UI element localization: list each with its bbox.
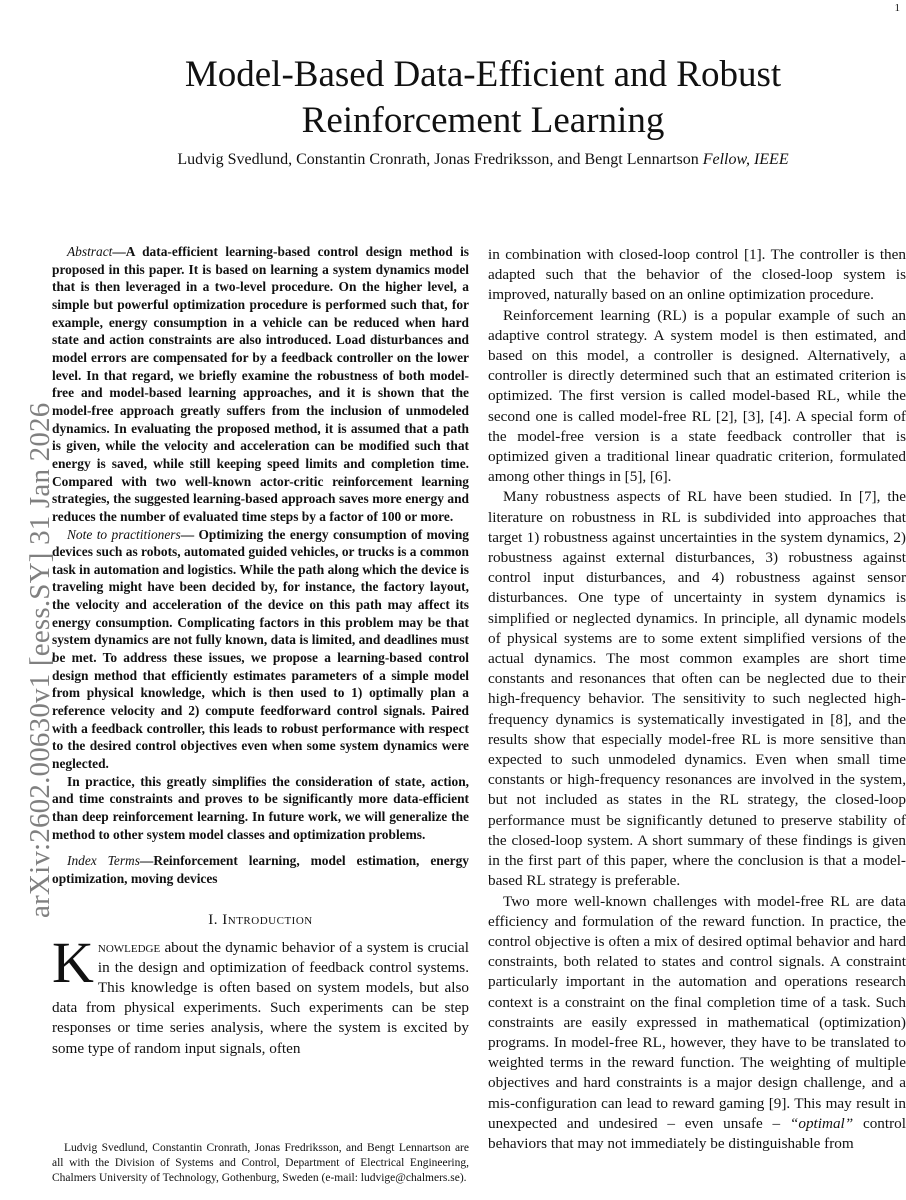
right-paragraph-4-start: Two more well-known challenges with model-free RL are data efficiency and formulation of the reward function. In practice, the control objective is often a mix of desired optimal behavior and hard constraints, both related to states and control signals. A constraint particularly important in the automation and operations research context is a constraint on the final completion time of a task. Such constraints are easily expressed in mathematical (optimization) programs. In model-free RL, however, they have to be translated to weighted terms in the reward function. The weighting of multiple objectives and hard constraints is a major design challenge, and a mis-configuration can lead to reward gaming [9]. This may result in unexpected and undesired – even unsafe – [488,892,906,1132]
index-terms-text: —Reinforcement learning, model estimation, energy optimization, moving devices [52,853,469,886]
right-paragraph-1: in combination with closed-loop control [1]. The controller is then adapted such that the behavior of the closed-loop system is improved, naturally based on an online optimization procedure. [488,246,906,304]
right-column [488,245,906,1154]
introduction-paragraph [52,929,469,1059]
right-paragraph-3: Many robustness aspects of RL have been studied. In [7], the literature on robustness in RL is subdivided into approaches that target 1) robustness against uncertainties in the system dynamics, 2) robustness against external disturbances, 3) robustness against control input disturbances, and 4) robustness against sensor disturbances. One type of uncertainty in system dynamics is simplified or neglected dynamics. In principle, all dynamic models of physical systems are to some extent simplified versions of the actual dynamics. The most common examples are short time constants and resonances that often can be neglected due to their high-frequency behavior. The sensitivity to such neglected high-frequency dynamics is systematically investigated in [8], and the results show that especially model-free RL is more sensitive than expected to such unmodeled dynamics. Even when small time constants or high-frequency resonances are involved in the system, but not included as states in the RL strategy, the closed-loop performance must be significantly detuned to preserve stability of the closed-loop system. A short summary of these findings is given in the first part of this paper, where the conclusion is that a model-based RL strategy is preferable. [488,488,906,890]
intro-text: about the dynamic behavior of a system is crucial in the design and optimization of feedback control systems. This knowledge is often based on system models, but also data from physical experiments. Such experiments can be step responses or time series analysis, where the system is excited by some type of random input signals, often [52,938,469,1057]
paper-title [60,52,906,144]
title-line-1: Model-Based Data-Efficient and Robust [184,54,782,95]
practitioners-paragraph [52,526,469,773]
right-paragraph-4 [488,892,906,1155]
abstract-label: Abstract [67,244,113,259]
practitioners-text: — Optimizing the energy consumption of moving devices such as robots, automated guided vehicles, or trucks is a common task in automation and logistics. While the path along which the device is traveling might have been decided by, for instance, the factory layout, the velocity and acceleration of the device on this path may affect its energy consumption. Complicating factors in this problem may be that system dynamics are not fully known, data is limited, and deadlines must be met. To address these issues, we propose a learning-based control design method that efficiently estimates parameters of a simple model from physical knowledge, which is then used to 1) optimally plan a reference velocity and 2) compute feedforward control signals. Paired with a feedback controller, this leads to robust performance with respect to the desired control objectives even when some system dynamics were neglected. [52,526,469,772]
right-paragraph-2: Reinforcement learning (RL) is a popular example of such an adaptive control strategy. A system model is then estimated, and based on this model, a controller is designed. Alternatively, a controller is directly determined such that an estimated criterion is optimized. The first version is called model-based RL, while the second one is called model-free RL [2], [3], [4]. A special form of the model-free version is a state feedback controller that is optimized given a traditional linear quadratic criterion, formulated among other things in [5], [6]. [488,306,906,486]
author-list [60,151,906,169]
left-column [52,243,469,1059]
index-terms-paragraph [52,852,469,887]
page-number: 1 [894,2,900,14]
intro-lead-word: nowledge [97,938,161,956]
arxiv-stamp [0,0,56,1200]
arxiv-identifier: arXiv:2602.00630v1 [eess.SY] 31 Jan 2026 [24,402,56,918]
optimal-emphasis: “optimal” [789,1114,854,1132]
right-paragraph-4-end: control behaviors that may not immediately be distinguishable from [488,1114,906,1152]
abstract [52,243,469,888]
index-terms-label: Index Terms [67,853,140,869]
author-affiliation-footnote: Ludvig Svedlund, Constantin Cronrath, Jonas Fredriksson, and Bengt Lennartson are all with the Division of Systems and Control, Department of Electrical Engineering, Chalmers University of Technology, Gothenburg, Sweden (e-mail: ludvige@chalmers.se). [52,1142,469,1184]
author-title: Fellow, IEEE [702,151,789,168]
practitioners-paragraph-2: In practice, this greatly simplifies the consideration of state, action, and time constraints and proves to be significantly more data-efficient than deep reinforcement learning. In future work, we will generalize the method to other system model classes and optimization problems. [52,773,469,842]
abstract-text: —A data-efficient learning-based control design method is proposed in this paper. It is based on learning a system dynamics model that is then leveraged in a two-level procedure. On the higher level, a simple but powerful optimization procedure is performed such that, for example, energy consumption in a vehicle can be reduced when hard state and action constraints are also introduced. Load disturbances and model errors are compensated for by a feedback controller on the lower level. In that regard, we briefly examine the robustness of both model-free and model-based learning approaches, and it is shown that the model-free approach greatly suffers from the inclusion of unmodeled dynamics. In evaluating the proposed method, it is assumed that a path is given, while the velocity and acceleration can be modified such that energy is saved, while still keeping speed limits and completion time. Compared with two well-known actor-critic reinforcement learning strategies, the suggested learning-based approach saves more energy and reduces the number of evaluated time steps by a factor of 100 or more. [52,244,469,524]
title-line-2: Reinforcement Learning [301,100,665,141]
abstract-paragraph [52,243,469,526]
drop-cap: K [52,929,94,995]
author-names: Ludvig Svedlund, Constantin Cronrath, Jonas Fredriksson, and Bengt Lennartson [177,151,699,168]
section-heading-introduction: I. Introduction [208,911,313,928]
practitioners-label: Note to practitioners [67,526,181,542]
